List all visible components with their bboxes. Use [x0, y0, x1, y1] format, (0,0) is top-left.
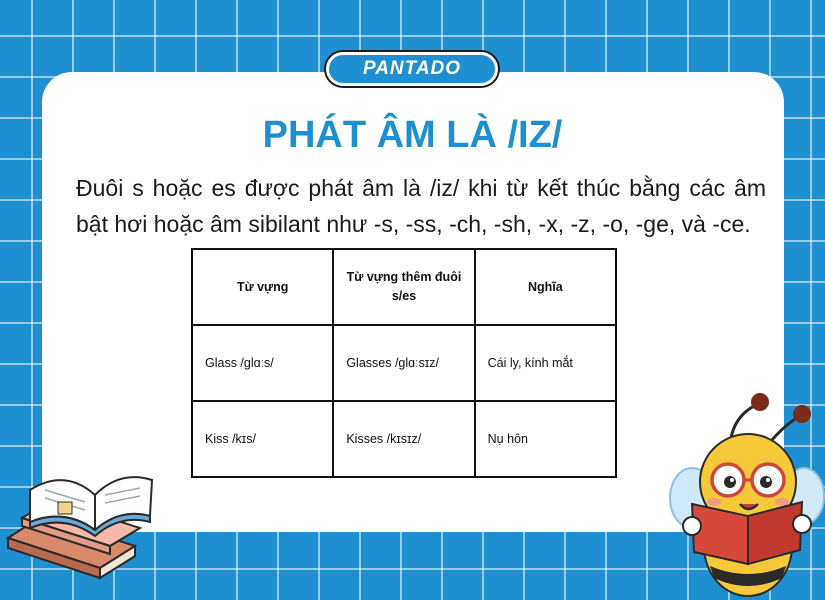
page-title: PHÁT ÂM LÀ /IZ/ — [262, 114, 563, 156]
table-cell-plural: Kisses /kɪsɪz/ — [333, 401, 474, 477]
table-header-row — [192, 249, 616, 325]
table-cell-plural: Glasses /ɡlɑːsɪz/ — [333, 325, 474, 401]
header-meaning: Nghĩa — [475, 249, 616, 325]
table-row — [192, 325, 616, 401]
table-cell-meaning: Nụ hôn — [475, 401, 616, 477]
brand-logo-text: PANTADO — [362, 58, 462, 79]
table-cell-word: Kiss /kɪs/ — [192, 401, 333, 477]
rule-description: Đuôi s hoặc es được phát âm là /iz/ khi từ kết thúc bằng các âm bật hơi hoặc âm sibilant như -s, -ss, -ch, -sh, -x, -z, -o, -ge, và -ce. — [76, 175, 766, 237]
vocabulary-table — [191, 248, 617, 478]
table-cell-word: Glass /ɡlɑːs/ — [192, 325, 333, 401]
table-cell-meaning: Cái ly, kính mắt — [475, 325, 616, 401]
open-book-stack-icon — [0, 450, 160, 580]
brand-logo — [326, 52, 498, 86]
header-word-with-suffix: Từ vựng thêm đuôi s/es — [333, 249, 474, 325]
bee-reading-icon — [662, 386, 825, 600]
table-row — [192, 401, 616, 477]
header-word: Từ vựng — [192, 249, 333, 325]
